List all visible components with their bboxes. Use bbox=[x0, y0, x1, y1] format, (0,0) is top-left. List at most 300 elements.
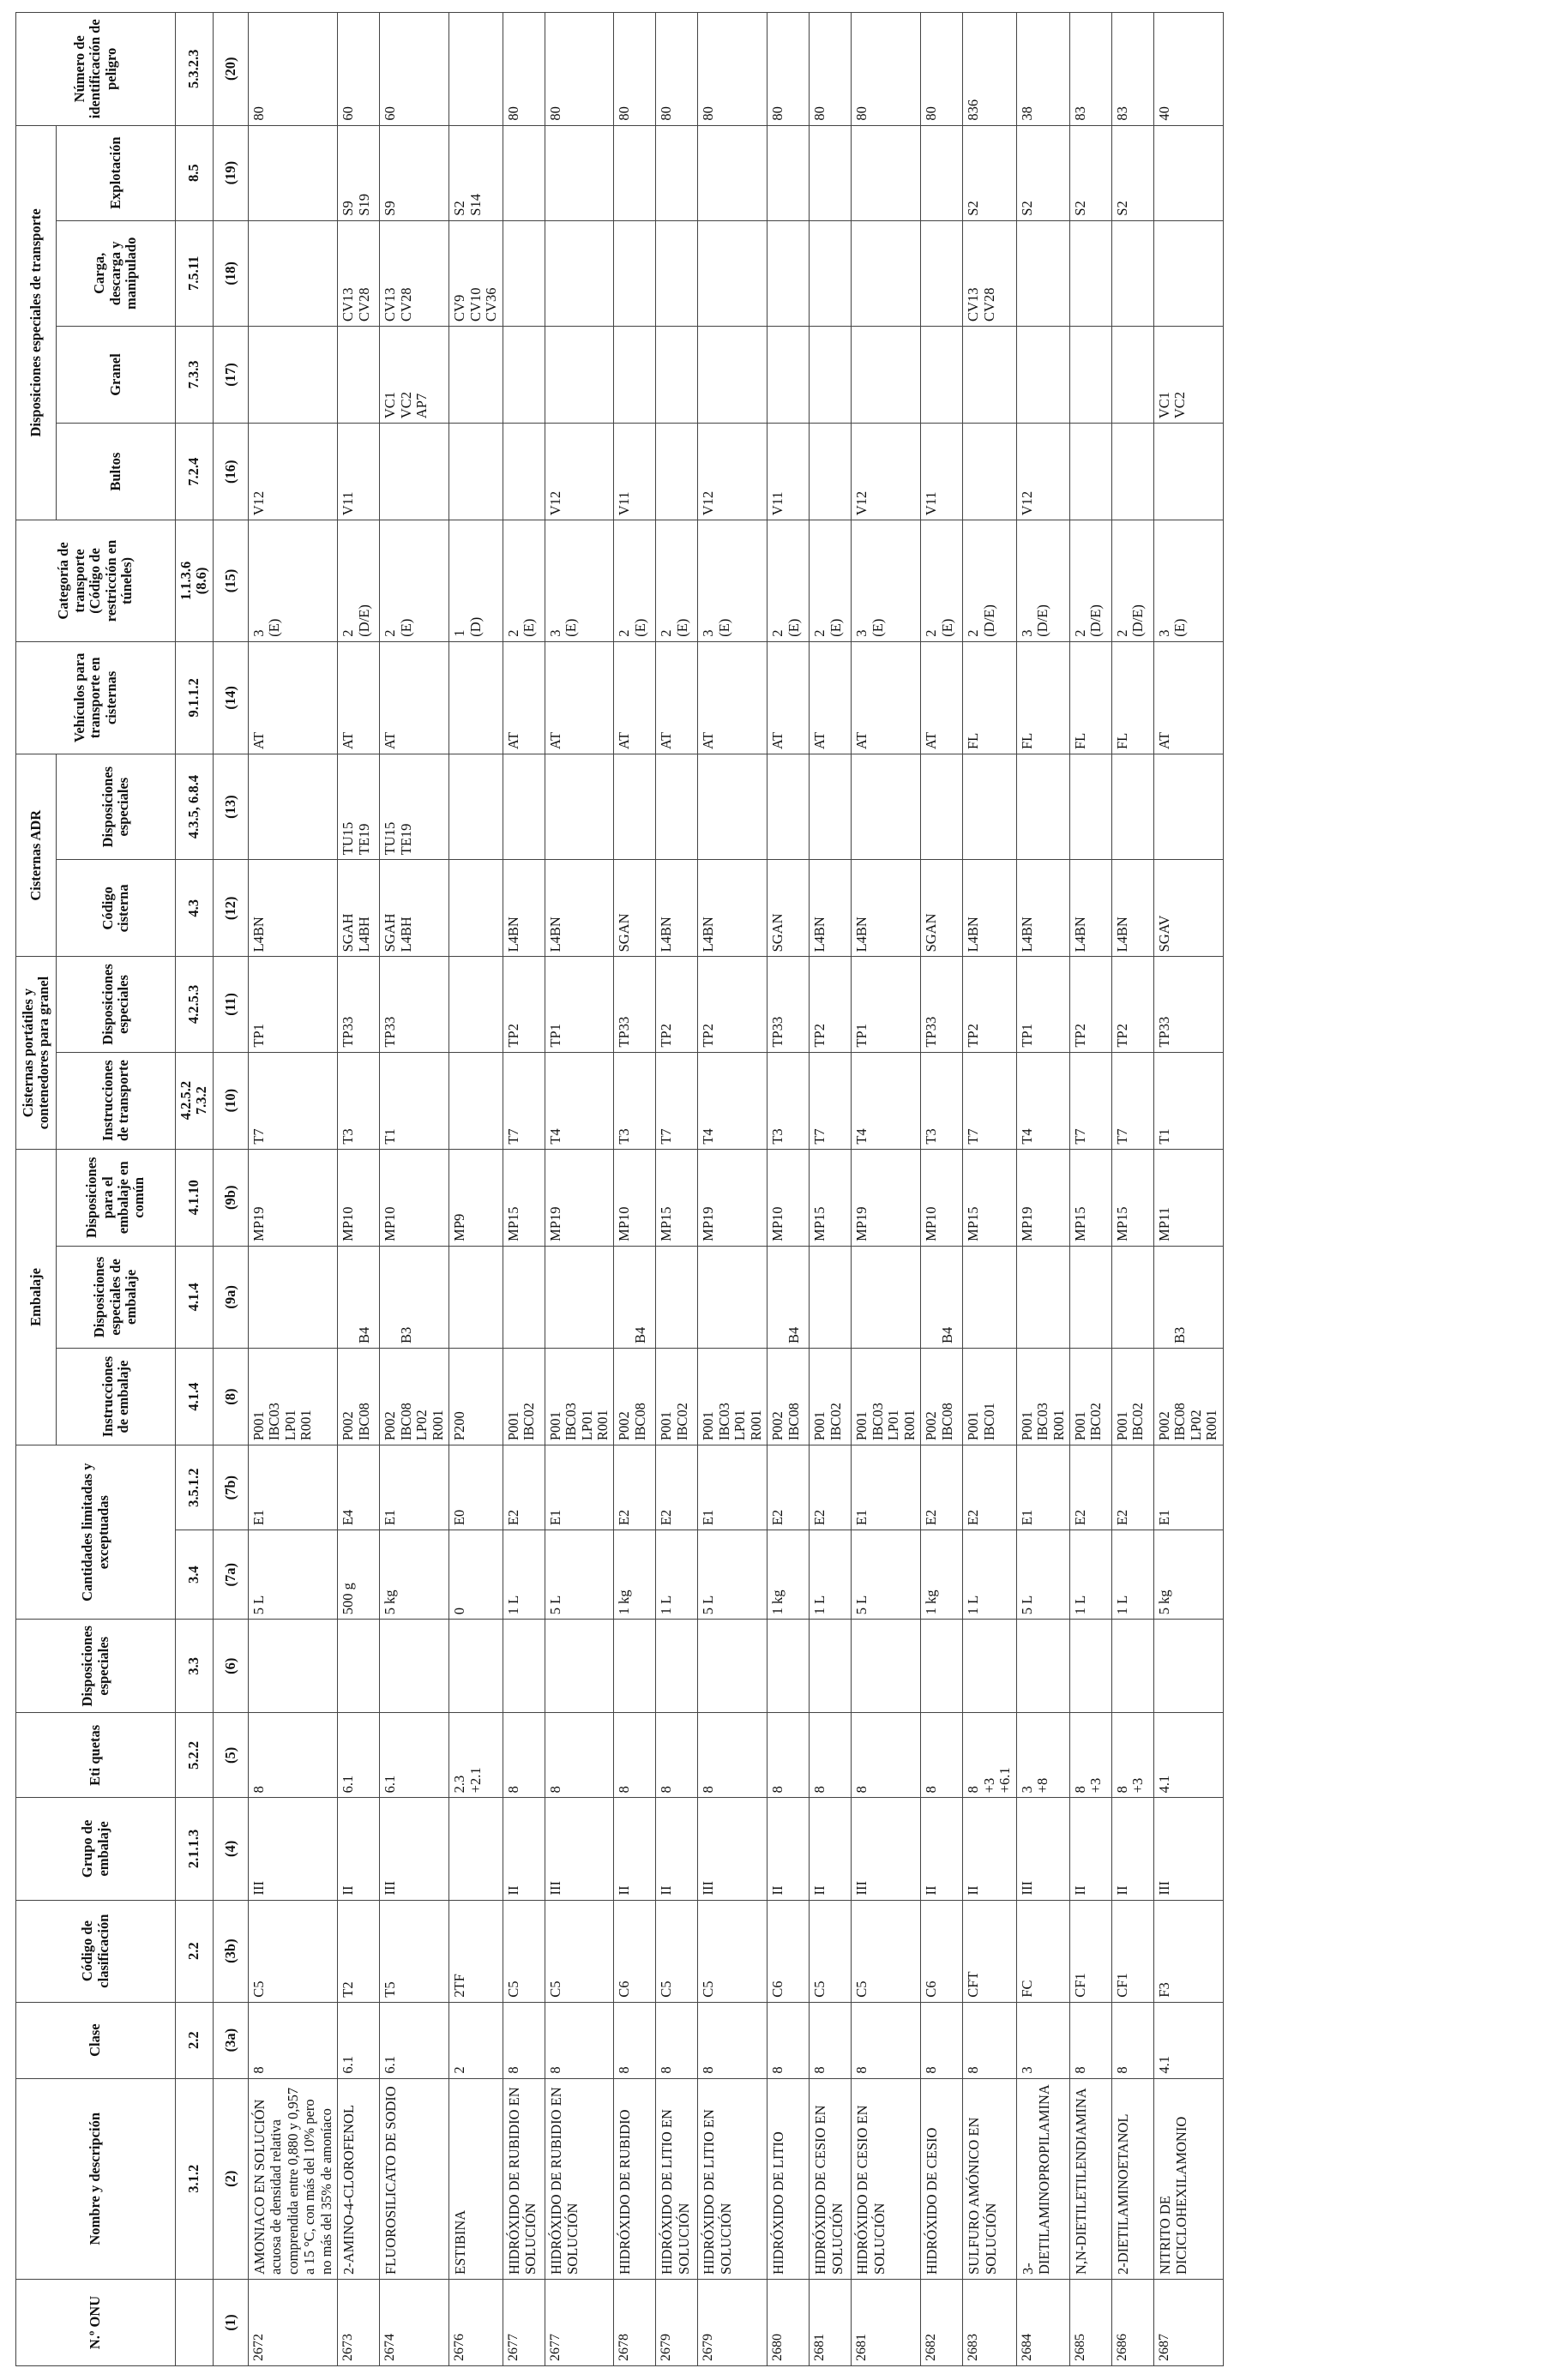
ref-cell: 3.4 bbox=[176, 1530, 214, 1620]
table-cell bbox=[921, 125, 963, 220]
table-cell: FLUOROSILICATO DE SODIO bbox=[380, 2078, 449, 2279]
table-cell: 2 (D/E) bbox=[963, 520, 1016, 641]
column-number-row bbox=[213, 13, 248, 2366]
table-cell: TP2 bbox=[963, 957, 1016, 1052]
col-number-cell: (10) bbox=[213, 1052, 248, 1149]
ref-cell: 9.1.1.2 bbox=[176, 641, 214, 754]
table-cell bbox=[656, 754, 698, 860]
table-cell: E2 bbox=[810, 1445, 852, 1530]
table-cell bbox=[767, 220, 810, 326]
table-cell: II bbox=[1070, 1798, 1112, 1900]
table-cell: 2677 bbox=[545, 2279, 614, 2365]
table-cell: 8 bbox=[810, 2002, 852, 2078]
ref-cell: 4.1.4 bbox=[176, 1246, 214, 1348]
table-cell bbox=[614, 754, 656, 860]
table-cell: P001 IBC03 LP01 R001 bbox=[248, 1349, 337, 1445]
table-cell: MP10 bbox=[380, 1149, 449, 1246]
table-cell: TP33 bbox=[338, 957, 380, 1052]
ref-cell: 4.3 bbox=[176, 860, 214, 957]
table-cell: P001 IBC03 R001 bbox=[1016, 1349, 1069, 1445]
table-cell: AT bbox=[248, 641, 337, 754]
table-cell: 80 bbox=[767, 13, 810, 126]
table-cell bbox=[449, 860, 503, 957]
table-cell bbox=[852, 326, 921, 423]
table-cell bbox=[545, 1620, 614, 1713]
table-cell: C6 bbox=[614, 1900, 656, 2002]
table-cell: MP19 bbox=[852, 1149, 921, 1246]
header-group-cisternas-adr: Cisternas ADR bbox=[16, 754, 57, 957]
table-cell: V12 bbox=[248, 424, 337, 520]
col-number-cell: (11) bbox=[213, 957, 248, 1052]
table-cell: 2676 bbox=[449, 2279, 503, 2365]
table-cell: E1 bbox=[852, 1445, 921, 1530]
table-cell: MP15 bbox=[810, 1149, 852, 1246]
table-cell: AT bbox=[656, 641, 698, 754]
table-cell: 5 L bbox=[248, 1530, 337, 1620]
table-cell: SGAN bbox=[921, 860, 963, 957]
table-cell: L4BN bbox=[1016, 860, 1069, 957]
table-cell: 80 bbox=[921, 13, 963, 126]
table-cell bbox=[380, 424, 449, 520]
table-cell: FL bbox=[963, 641, 1016, 754]
ref-cell: 4.1.10 bbox=[176, 1149, 214, 1246]
table-cell: 2-DIETILAMINOETANOL bbox=[1112, 2078, 1154, 2279]
table-cell: T4 bbox=[1016, 1052, 1069, 1149]
ref-cell: 2.2 bbox=[176, 2002, 214, 2078]
table-cell bbox=[698, 1246, 767, 1348]
table-cell: HIDRÓXIDO DE RUBIDIO bbox=[614, 2078, 656, 2279]
reference-row bbox=[176, 13, 214, 2366]
table-cell: C5 bbox=[810, 1900, 852, 2002]
table-cell: V11 bbox=[921, 424, 963, 520]
table-cell bbox=[810, 125, 852, 220]
table-cell: P001 IBC02 bbox=[1070, 1349, 1112, 1445]
table-cell bbox=[1016, 1620, 1069, 1713]
col-number-cell: (7a) bbox=[213, 1530, 248, 1620]
table-cell bbox=[963, 424, 1016, 520]
table-cell: T3 bbox=[921, 1052, 963, 1149]
table-cell: MP15 bbox=[963, 1149, 1016, 1246]
table-cell: 2 (E) bbox=[614, 520, 656, 641]
col-number-cell: (13) bbox=[213, 754, 248, 860]
table-cell: II bbox=[338, 1798, 380, 1900]
table-cell bbox=[545, 125, 614, 220]
table-cell bbox=[810, 1246, 852, 1348]
table-cell: 60 bbox=[380, 13, 449, 126]
table-cell: B3 bbox=[380, 1246, 449, 1348]
table-cell: L4BN bbox=[1112, 860, 1154, 957]
table-cell: 5 kg bbox=[380, 1530, 449, 1620]
ref-cell: 8.5 bbox=[176, 125, 214, 220]
table-cell: II bbox=[921, 1798, 963, 1900]
ref-cell: 4.3.5, 6.8.4 bbox=[176, 754, 214, 860]
table-row bbox=[698, 13, 767, 2366]
header-col-3b: Código de clasificación bbox=[16, 1900, 176, 2002]
table-cell: TP2 bbox=[503, 957, 545, 1052]
table-cell: B3 bbox=[1154, 1246, 1224, 1348]
table-cell: 2680 bbox=[767, 2279, 810, 2365]
table-cell: 2683 bbox=[963, 2279, 1016, 2365]
header-col-14: Vehículos para transporte en cisternas bbox=[16, 641, 176, 754]
ref-cell: 3.3 bbox=[176, 1620, 214, 1713]
table-cell: 2684 bbox=[1016, 2279, 1069, 2365]
table-cell: 5 L bbox=[852, 1530, 921, 1620]
table-cell: 8 bbox=[921, 1713, 963, 1798]
table-cell bbox=[248, 1246, 337, 1348]
table-cell bbox=[921, 1620, 963, 1713]
header-col-1: N.º ONU bbox=[16, 2279, 176, 2365]
table-cell: MP19 bbox=[698, 1149, 767, 1246]
table-cell bbox=[852, 1246, 921, 1348]
table-cell: MP10 bbox=[338, 1149, 380, 1246]
ref-cell: 4.2.5.2 7.3.2 bbox=[176, 1052, 214, 1149]
table-cell bbox=[248, 754, 337, 860]
table-cell: E2 bbox=[921, 1445, 963, 1530]
table-cell: L4BN bbox=[698, 860, 767, 957]
col-number-cell: (18) bbox=[213, 220, 248, 326]
table-cell: 836 bbox=[963, 13, 1016, 126]
table-cell: S9 S19 bbox=[338, 125, 380, 220]
table-cell bbox=[767, 754, 810, 860]
table-cell bbox=[449, 1052, 503, 1149]
table-cell: E1 bbox=[248, 1445, 337, 1530]
table-cell: 8 bbox=[545, 1713, 614, 1798]
table-cell: CV9 CV10 CV36 bbox=[449, 220, 503, 326]
table-cell: 3 (E) bbox=[852, 520, 921, 641]
table-cell: MP9 bbox=[449, 1149, 503, 1246]
header-col-19: Explotación bbox=[57, 125, 176, 220]
table-cell: TP2 bbox=[1070, 957, 1112, 1052]
table-cell: 1 L bbox=[503, 1530, 545, 1620]
table-cell: FC bbox=[1016, 1900, 1069, 2002]
ref-cell: 4.2.5.3 bbox=[176, 957, 214, 1052]
table-cell: E1 bbox=[380, 1445, 449, 1530]
table-cell: 1 kg bbox=[767, 1530, 810, 1620]
table-cell bbox=[963, 1620, 1016, 1713]
table-cell: S2 bbox=[1112, 125, 1154, 220]
table-cell: II bbox=[503, 1798, 545, 1900]
table-cell: FL bbox=[1016, 641, 1069, 754]
table-cell: MP10 bbox=[614, 1149, 656, 1246]
table-cell bbox=[1154, 424, 1224, 520]
table-cell: 8 bbox=[614, 1713, 656, 1798]
table-cell: 83 bbox=[1070, 13, 1112, 126]
table-cell: AT bbox=[545, 641, 614, 754]
table-cell: III bbox=[1154, 1798, 1224, 1900]
table-cell: HIDRÓXIDO DE CESIO bbox=[921, 2078, 963, 2279]
col-number-cell: (19) bbox=[213, 125, 248, 220]
header-col-6: Disposiciones especiales bbox=[16, 1620, 176, 1713]
table-cell: 3 (E) bbox=[545, 520, 614, 641]
table-cell: V12 bbox=[1016, 424, 1069, 520]
table-cell: S2 bbox=[963, 125, 1016, 220]
ref-cell bbox=[176, 2279, 214, 2365]
table-cell: P200 bbox=[449, 1349, 503, 1445]
table-cell: P001 IBC02 bbox=[656, 1349, 698, 1445]
table-cell: TP2 bbox=[810, 957, 852, 1052]
table-cell: 80 bbox=[248, 13, 337, 126]
table-cell: B4 bbox=[338, 1246, 380, 1348]
table-cell: ESTIBINA bbox=[449, 2078, 503, 2279]
table-cell: P002 IBC08 bbox=[767, 1349, 810, 1445]
table-cell: 2 (E) bbox=[656, 520, 698, 641]
table-cell: 8 bbox=[503, 1713, 545, 1798]
ref-cell: 2.2 bbox=[176, 1900, 214, 2002]
table-cell bbox=[248, 125, 337, 220]
table-cell: 2 (E) bbox=[810, 520, 852, 641]
table-cell: S2 S14 bbox=[449, 125, 503, 220]
table-cell bbox=[1016, 754, 1069, 860]
header-col-17: Granel bbox=[57, 326, 176, 423]
table-cell: AT bbox=[380, 641, 449, 754]
table-cell bbox=[810, 424, 852, 520]
table-cell bbox=[767, 326, 810, 423]
header-col-18: Carga, descarga y manipulado bbox=[57, 220, 176, 326]
table-cell: 8 bbox=[767, 1713, 810, 1798]
col-number-cell: (3b) bbox=[213, 1900, 248, 2002]
table-cell: II bbox=[656, 1798, 698, 1900]
table-cell bbox=[449, 13, 503, 126]
table-cell: T7 bbox=[1070, 1052, 1112, 1149]
header-col-8: Instrucciones de embalaje bbox=[57, 1349, 176, 1445]
table-row bbox=[963, 13, 1016, 2366]
table-cell: 8 bbox=[852, 1713, 921, 1798]
table-cell: SULFURO AMÓNICO EN SOLUCIÓN bbox=[963, 2078, 1016, 2279]
table-cell: C5 bbox=[248, 1900, 337, 2002]
table-cell bbox=[1112, 220, 1154, 326]
table-cell bbox=[698, 220, 767, 326]
table-cell: TU15 TE19 bbox=[380, 754, 449, 860]
header-col-9a: Disposiciones especiales de embalaje bbox=[57, 1246, 176, 1348]
table-cell: T7 bbox=[1112, 1052, 1154, 1149]
table-cell: 3 bbox=[1016, 2002, 1069, 2078]
table-cell: 83 bbox=[1112, 13, 1154, 126]
table-cell: III bbox=[1016, 1798, 1069, 1900]
table-cell: AT bbox=[767, 641, 810, 754]
header-col-15: Categoría de transporte (Código de restricción en túneles) bbox=[16, 520, 176, 641]
table-cell: 8 bbox=[698, 1713, 767, 1798]
table-row bbox=[545, 13, 614, 2366]
table-cell: E4 bbox=[338, 1445, 380, 1530]
table-cell bbox=[503, 424, 545, 520]
header-group-row bbox=[16, 13, 57, 2366]
table-cell: 1 L bbox=[1070, 1530, 1112, 1620]
table-cell: CV13 CV28 bbox=[963, 220, 1016, 326]
table-cell: E1 bbox=[1154, 1445, 1224, 1530]
table-cell: 3 (E) bbox=[248, 520, 337, 641]
table-cell: 5 L bbox=[698, 1530, 767, 1620]
table-cell bbox=[503, 220, 545, 326]
table-cell: 3 (D/E) bbox=[1016, 520, 1069, 641]
table-row bbox=[338, 13, 380, 2366]
table-cell bbox=[1016, 220, 1069, 326]
col-number-cell: (7b) bbox=[213, 1445, 248, 1530]
table-cell: 1 L bbox=[656, 1530, 698, 1620]
table-cell: 1 kg bbox=[614, 1530, 656, 1620]
table-cell: S2 bbox=[1016, 125, 1069, 220]
table-cell bbox=[338, 1620, 380, 1713]
table-row bbox=[503, 13, 545, 2366]
table-cell bbox=[614, 326, 656, 423]
table-cell: P002 IBC08 bbox=[614, 1349, 656, 1445]
table-cell bbox=[248, 1620, 337, 1713]
table-cell bbox=[698, 326, 767, 423]
table-cell: T1 bbox=[1154, 1052, 1224, 1149]
table-cell bbox=[656, 424, 698, 520]
table-cell: 6.1 bbox=[338, 2002, 380, 2078]
table-cell bbox=[1070, 754, 1112, 860]
table-cell: 2679 bbox=[698, 2279, 767, 2365]
table-cell bbox=[921, 326, 963, 423]
table-cell: VC1 VC2 AP7 bbox=[380, 326, 449, 423]
table-cell: T7 bbox=[503, 1052, 545, 1149]
table-cell: 2681 bbox=[810, 2279, 852, 2365]
table-cell bbox=[449, 957, 503, 1052]
table-cell: 6.1 bbox=[380, 1713, 449, 1798]
table-cell: AT bbox=[1154, 641, 1224, 754]
table-cell: 1 L bbox=[1112, 1530, 1154, 1620]
table-cell: 2677 bbox=[503, 2279, 545, 2365]
table-cell: B4 bbox=[614, 1246, 656, 1348]
table-cell: L4BN bbox=[656, 860, 698, 957]
table-cell: CV13 CV28 bbox=[380, 220, 449, 326]
table-cell: P001 IBC02 bbox=[810, 1349, 852, 1445]
table-cell: 8 bbox=[503, 2002, 545, 2078]
table-cell: 2 (E) bbox=[767, 520, 810, 641]
table-cell bbox=[767, 1620, 810, 1713]
table-cell: 5 L bbox=[545, 1530, 614, 1620]
table-cell: 2674 bbox=[380, 2279, 449, 2365]
table-cell bbox=[810, 326, 852, 423]
table-row bbox=[1154, 13, 1224, 2366]
table-cell: 3 (E) bbox=[698, 520, 767, 641]
table-cell: 38 bbox=[1016, 13, 1069, 126]
table-cell bbox=[545, 220, 614, 326]
table-cell bbox=[1016, 1246, 1069, 1348]
table-cell bbox=[656, 326, 698, 423]
ref-cell: 7.2.4 bbox=[176, 424, 214, 520]
table-cell: 500 g bbox=[338, 1530, 380, 1620]
table-cell: TP33 bbox=[380, 957, 449, 1052]
table-cell bbox=[656, 1620, 698, 1713]
table-cell: TP2 bbox=[698, 957, 767, 1052]
table-cell: MP11 bbox=[1154, 1149, 1224, 1246]
table-cell: TP1 bbox=[248, 957, 337, 1052]
table-cell: T7 bbox=[810, 1052, 852, 1149]
table-cell: AT bbox=[921, 641, 963, 754]
table-cell: S9 bbox=[380, 125, 449, 220]
ref-cell: 3.5.1.2 bbox=[176, 1445, 214, 1530]
header-col-16: Bultos bbox=[57, 424, 176, 520]
table-cell bbox=[449, 1620, 503, 1713]
table-cell bbox=[852, 125, 921, 220]
table-cell: C6 bbox=[921, 1900, 963, 2002]
table-cell: AT bbox=[614, 641, 656, 754]
table-cell: 8 +3 bbox=[1112, 1713, 1154, 1798]
table-row bbox=[614, 13, 656, 2366]
table-cell: TP33 bbox=[921, 957, 963, 1052]
header-col-11: Disposiciones especiales bbox=[57, 957, 176, 1052]
table-cell: 6.1 bbox=[380, 2002, 449, 2078]
table-cell bbox=[921, 754, 963, 860]
table-cell bbox=[1070, 326, 1112, 423]
header-col-13: Disposiciones especiales bbox=[57, 754, 176, 860]
table-cell: T7 bbox=[248, 1052, 337, 1149]
col-number-cell: (8) bbox=[213, 1349, 248, 1445]
table-cell: 2.3 +2.1 bbox=[449, 1713, 503, 1798]
table-cell: T7 bbox=[656, 1052, 698, 1149]
table-cell: E2 bbox=[503, 1445, 545, 1530]
table-cell: TP1 bbox=[545, 957, 614, 1052]
table-cell: HIDRÓXIDO DE LITIO EN SOLUCIÓN bbox=[698, 2078, 767, 2279]
header-col-10: Instrucciones de transporte bbox=[57, 1052, 176, 1149]
table-cell: 2 bbox=[449, 2002, 503, 2078]
table-cell: V12 bbox=[852, 424, 921, 520]
table-cell: E2 bbox=[614, 1445, 656, 1530]
table-cell: E1 bbox=[1016, 1445, 1069, 1530]
table-row bbox=[852, 13, 921, 2366]
table-row bbox=[767, 13, 810, 2366]
table-cell: C6 bbox=[767, 1900, 810, 2002]
table-cell: L4BN bbox=[852, 860, 921, 957]
col-number-cell: (5) bbox=[213, 1713, 248, 1798]
table-cell: MP15 bbox=[503, 1149, 545, 1246]
table-cell: 8 +3 +6.1 bbox=[963, 1713, 1016, 1798]
table-cell: E2 bbox=[1070, 1445, 1112, 1530]
table-cell: 2681 bbox=[852, 2279, 921, 2365]
table-cell: 8 bbox=[656, 1713, 698, 1798]
table-cell: NITRITO DE DICICLOHEXILAMONIO bbox=[1154, 2078, 1224, 2279]
header-group-disposiciones-transporte: Disposiciones especiales de transporte bbox=[16, 125, 57, 520]
ref-cell: 2.1.1.3 bbox=[176, 1798, 214, 1900]
table-row bbox=[1112, 13, 1154, 2366]
table-cell: T4 bbox=[545, 1052, 614, 1149]
table-cell: 2-AMINO-4-CLOROFENOL bbox=[338, 2078, 380, 2279]
table-cell bbox=[614, 220, 656, 326]
table-cell: AT bbox=[852, 641, 921, 754]
table-cell: 4.1 bbox=[1154, 1713, 1224, 1798]
dangerous-goods-table bbox=[15, 12, 1224, 2366]
table-cell: P002 IBC08 LP02 R001 bbox=[1154, 1349, 1224, 1445]
table-cell: AT bbox=[338, 641, 380, 754]
table-cell: 8 bbox=[963, 2002, 1016, 2078]
col-number-cell: (1) bbox=[213, 2279, 248, 2365]
table-cell: III bbox=[545, 1798, 614, 1900]
table-cell: E2 bbox=[963, 1445, 1016, 1530]
table-cell: V11 bbox=[614, 424, 656, 520]
table-cell bbox=[449, 754, 503, 860]
table-cell: F3 bbox=[1154, 1900, 1224, 2002]
table-cell bbox=[963, 1246, 1016, 1348]
table-cell: T3 bbox=[614, 1052, 656, 1149]
table-cell: VC1 VC2 bbox=[1154, 326, 1224, 423]
table-cell: 2 (D/E) bbox=[1070, 520, 1112, 641]
table-cell: P002 IBC08 bbox=[921, 1349, 963, 1445]
table-cell: 8 bbox=[810, 1713, 852, 1798]
table-cell: 60 bbox=[338, 13, 380, 126]
table-cell: 8 bbox=[698, 2002, 767, 2078]
table-cell: TP1 bbox=[852, 957, 921, 1052]
table-cell: C5 bbox=[698, 1900, 767, 2002]
table-cell: E0 bbox=[449, 1445, 503, 1530]
header-group-cisternas-portatiles: Cisternas portátiles y contenedores para granel bbox=[16, 957, 57, 1149]
table-cell bbox=[614, 1620, 656, 1713]
table-cell: 2679 bbox=[656, 2279, 698, 2365]
table-cell: V12 bbox=[698, 424, 767, 520]
table-cell: 6.1 bbox=[338, 1713, 380, 1798]
col-number-cell: (15) bbox=[213, 520, 248, 641]
table-cell bbox=[963, 754, 1016, 860]
